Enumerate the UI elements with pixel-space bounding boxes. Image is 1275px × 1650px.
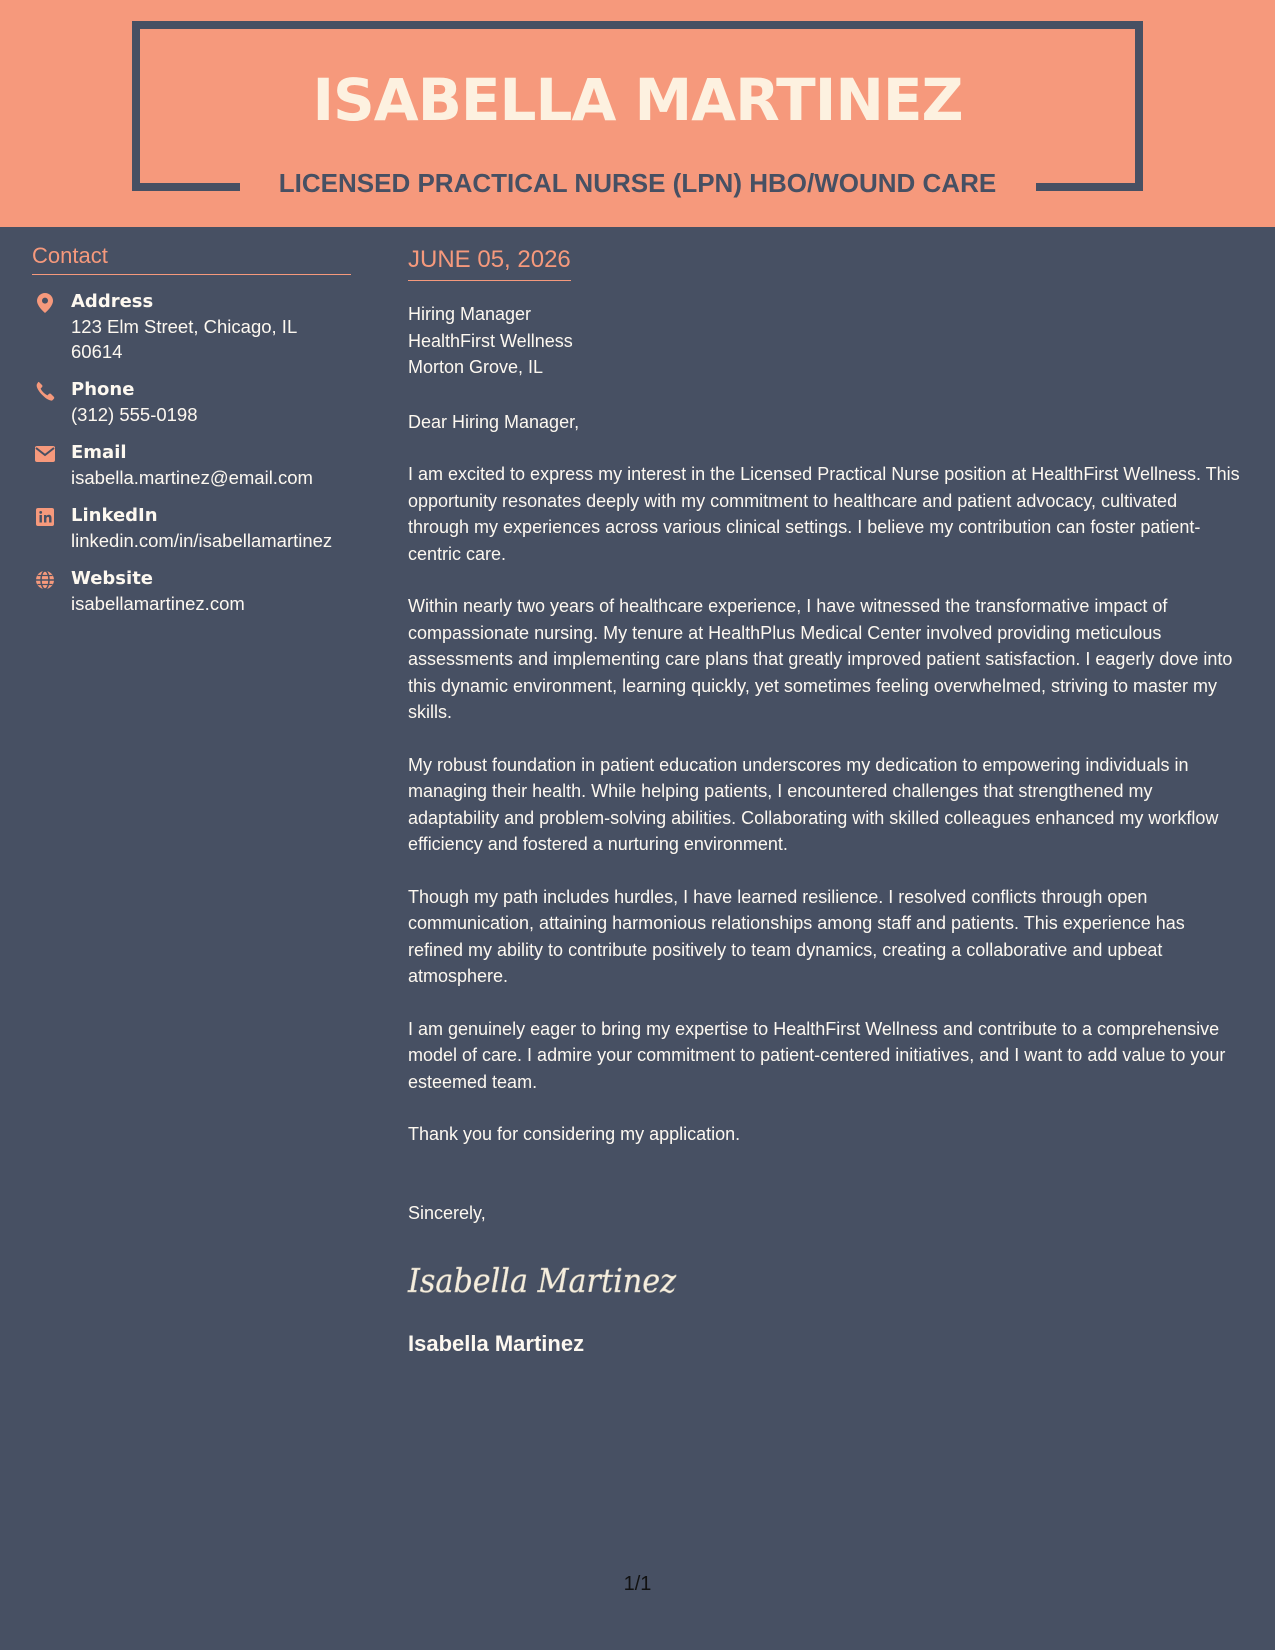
recipient-block [408,301,1248,381]
header-banner [0,0,1275,227]
contact-linkedin [32,504,352,553]
email-label: Email [71,442,127,463]
recipient-location: Morton Grove, IL [408,357,544,377]
linkedin-label: LinkedIn [71,505,158,526]
applicant-name: ISABELLA MARTINEZ [312,66,963,134]
linkedin-icon [35,507,55,527]
recipient-company: HealthFirst Wellness [408,330,573,351]
signature-image [407,1254,677,1306]
letter-body [408,244,1248,1358]
website-label: Website [71,568,154,589]
header-frame-top [132,21,1143,29]
address-label: Address [71,291,154,312]
contact-heading: Contact [32,242,351,275]
paragraph-1: I am excited to express my interest in the Licensed Practical Nurse position at HealthFirst Wellness. This opportunity resonates deeply with my commitment to healthcare and patient advocacy, cultivated through my experiences across various clinical settings. I believe my contribution can foster patient-centric care. [408,464,1240,564]
paragraph-6: Thank you for considering my application. [408,1124,741,1144]
salutation: Dear Hiring Manager, [408,411,580,432]
address-line-1: 123 Elm Street, Chicago, IL [71,316,298,337]
paragraph-2: Within nearly two years of healthcare experience, I have witnessed the transformative impact of compassionate nursing. My tenure at HealthPlus Medical Center involved providing meticulous assessments and implementing care plans that greatly improved patient satisfaction. I eagerly dove into this dynamic environment, learning quickly, yet sometimes feeling overwhelmed, striving to master my skills. [408,596,1233,722]
phone-value: (312) 555-0198 [71,404,198,425]
linkedin-value[interactable]: linkedin.com/in/isabellamartinez [71,530,333,551]
contact-phone [32,378,352,427]
globe-icon [35,570,55,590]
phone-label: Phone [71,379,135,400]
paragraph-4: Though my path includes hurdles, I have learned resilience. I resolved conflicts through open communication, attaining harmonious relationships among staff and patients. This experience has refined my ability to contribute positively to team dynamics, creating a collaborative and upbeat atmosphere. [408,886,1185,986]
contact-website [32,567,352,616]
signer-name: Isabella Martinez [408,1331,585,1356]
email-icon [35,444,55,464]
paragraph-3: My robust foundation in patient education underscores my dedication to empowering individuals in managing their health. While helping patients, I encountered challenges that strengthened my adaptability and problem-solving abilities. Collaborating with skilled colleagues enhanced my workflow efficiency and fostered a nurturing environment. [408,754,1219,854]
phone-icon [35,381,55,401]
job-title: LICENSED PRACTICAL NURSE (LPN) HBO/WOUND CARE [278,168,997,198]
page-number: 1/1 [623,1573,652,1595]
address-line-2: 60614 [71,341,123,362]
letter-date: JUNE 05, 2026 [408,244,571,281]
closing: Sincerely, [408,1202,486,1223]
contact-email [32,441,352,490]
email-value[interactable]: isabella.martinez@email.com [71,467,313,488]
recipient-name: Hiring Manager [408,304,532,324]
contact-sidebar [32,242,352,616]
location-pin-icon [35,293,55,313]
paragraph-5: I am genuinely eager to bring my expertise to HealthFirst Wellness and contribute to a comprehensive model of care. I admire your commitment to patient-centered initiatives, and I want to add value to your esteemed team. [408,1018,1226,1092]
svg-text:Isabella Martinez: Isabella Martinez [407,1261,677,1300]
contact-address [32,290,352,364]
website-value[interactable]: isabellamartinez.com [71,593,245,614]
